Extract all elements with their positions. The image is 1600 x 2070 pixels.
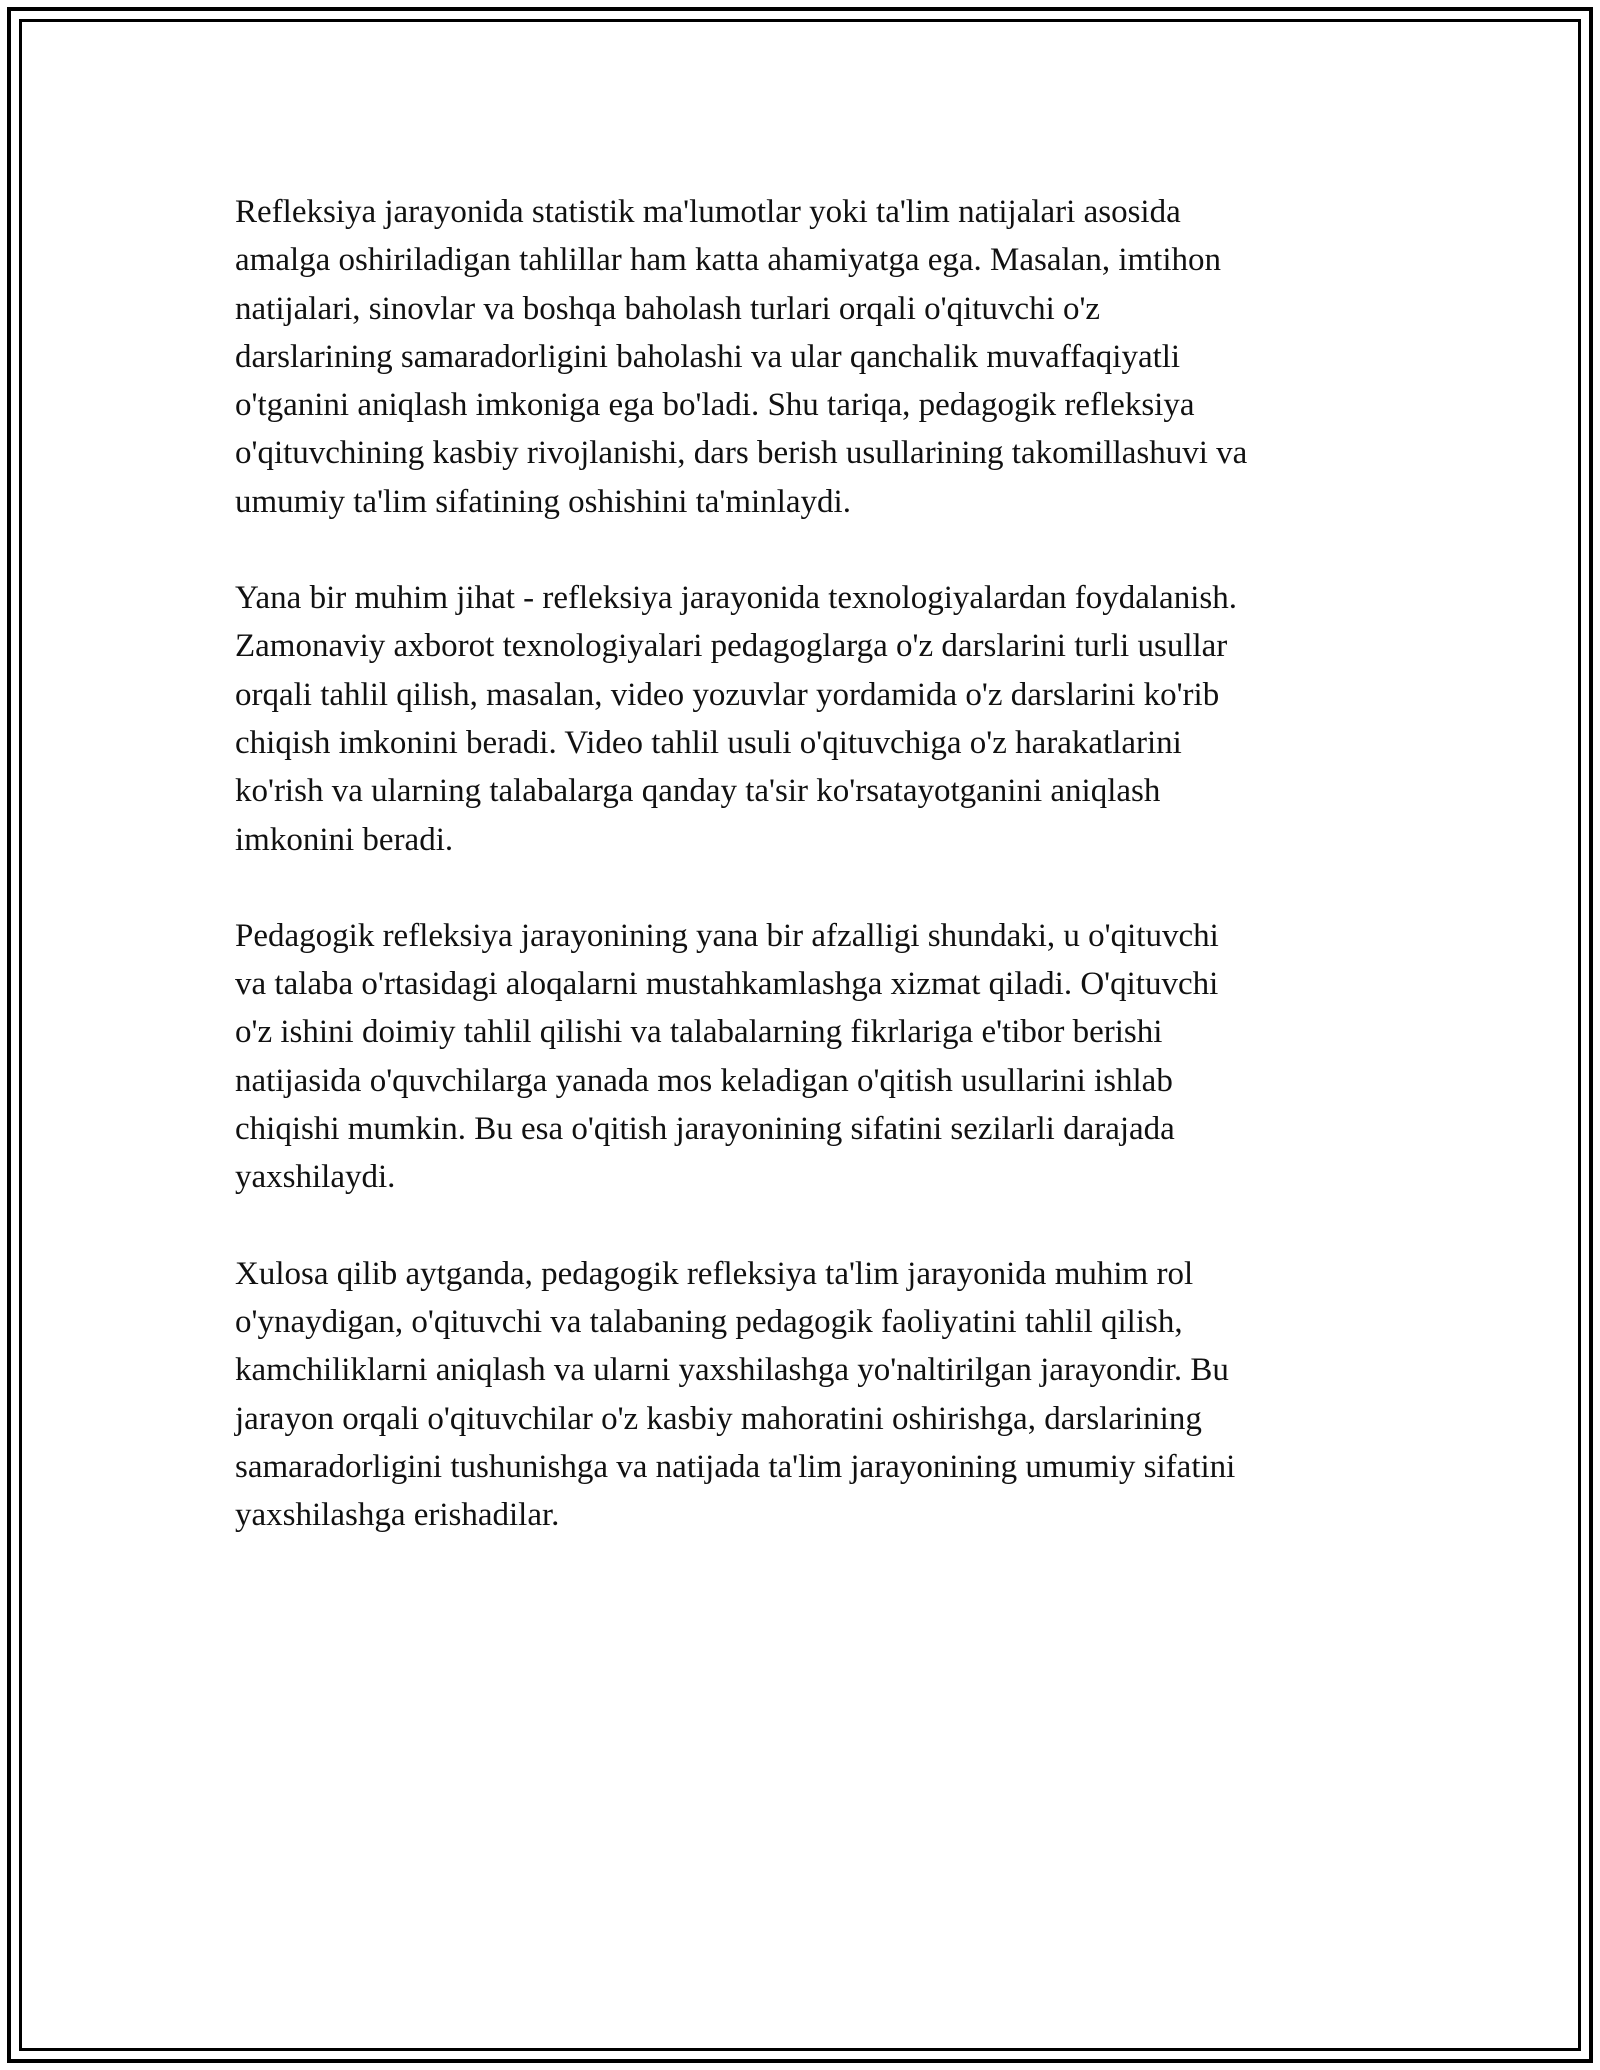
paragraph-3 [235,912,1370,1202]
text-line: natijalari, sinovlar va boshqa baholash turlari orqali o'qituvchi o'z [235,290,1101,327]
text-line: o'ynaydigan, o'qituvchi va talabaning pedagogik faoliyatini tahlil qilish, [235,1303,1183,1340]
text-line: Zamonaviy axborot texnologiyalari pedagoglarga o'z darslarini turli usullar [235,628,1228,665]
text-line: va talaba o'rtasidagi aloqalarni mustahkamlashga xizmat qiladi. O'qituvchi [235,966,1219,1003]
text-line: jarayon orqali o'qituvchilar o'z kasbiy mahoratini oshirishga, darslarining [235,1400,1202,1437]
text-line: Yana bir muhim jihat - refleksiya jarayonida texnologiyalardan foydalanish. [235,580,1237,617]
text-line: chiqishi mumkin. Bu esa o'qitish jarayonining sifatini sezilarli darajada [235,1111,1175,1148]
text-line: o'qituvchining kasbiy rivojlanishi, dars berish usullarining takomillashuvi va [235,435,1248,472]
text-line: chiqish imkonini beradi. Video tahlil usuli o'qituvchiga o'z harakatlarini [235,724,1182,761]
text-line: Refleksiya jarayonida statistik ma'lumotlar yoki ta'lim natijalari asosida [235,194,1181,230]
text-line: darslarining samaradorligini baholashi va ular qanchalik muvaffaqiyatli [235,338,1181,375]
text-line: o'tganini aniqlash imkoniga ega bo'ladi. Shu tariqa, pedagogik refleksiya [235,387,1195,424]
text-line: Xulosa qilib aytganda, pedagogik refleksiya ta'lim jarayonida muhim rol [235,1255,1194,1292]
paragraph-2 [235,574,1370,864]
text-line: kamchiliklarni aniqlash va ularni yaxshilashga yo'naltirilgan jarayondir. Bu [235,1352,1229,1389]
text-line: orqali tahlil qilish, masalan, video yozuvlar yordamida o'z darslarini ko'rib [235,676,1220,713]
paragraph-4 [235,1250,1370,1540]
text-line: samaradorligini tushunishga va natijada ta'lim jarayonining umumiy sifatini [235,1448,1236,1485]
text-line: o'z ishini doimiy tahlil qilishi va talabalarning fikrlariga e'tibor berishi [235,1014,1163,1051]
document-body [235,188,1370,1587]
text-line: Pedagogik refleksiya jarayonining yana bir afzalligi shundaki, u o'qituvchi [235,917,1219,954]
text-line: yaxshilashga erishadilar. [235,1497,560,1534]
text-line: natijasida o'quvchilarga yanada mos keladigan o'qitish usullarini ishlab [235,1062,1173,1099]
text-line: ko'rish va ularning talabalarga qanday ta'sir ko'rsatayotganini aniqlash [235,773,1161,810]
text-line: imkonini beradi. [235,821,454,858]
text-line: amalga oshiriladigan tahlillar ham katta ahamiyatga ega. Masalan, imtihon [235,242,1222,279]
paragraph-1 [235,188,1370,526]
text-line: umumiy ta'lim sifatining oshishini ta'minlaydi. [235,483,851,520]
text-line: yaxshilaydi. [235,1159,396,1196]
